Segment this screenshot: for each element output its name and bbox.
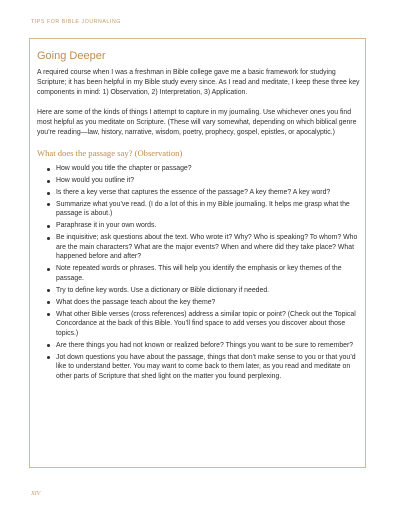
list-item: Is there a key verse that captures the essence of the passage? A key theme? A key word? [45,188,360,198]
list-item: Try to define key words. Use a dictionary or Bible dictionary if needed. [45,286,360,296]
guidance-paragraph: Here are some of the kinds of things I attempt to capture in my journaling. Use whichever ones you find most helpful as you meditate on Scripture. (These will vary somewhat, depending on which biblical genre you’re reading—law, history, narrative, wisdom, poetry, prophecy, gospel, epistles, or apocalyptic.) [37,108,357,137]
running-head: TIPS FOR BIBLE JOURNALING [31,19,121,25]
list-item: Summarize what you’ve read. (I do a lot of this in my Bible journaling. It helps me grasp what the passage is about.) [45,200,360,219]
list-item: What other Bible verses (cross references) address a similar topic or point? (Check out the Topical Concordance at the back of this Bible. You’ll find space to add verses you discover about those topics.) [45,310,360,339]
observation-subheading: What does the passage say? (Observation) [37,148,183,159]
list-item: Note repeated words or phrases. This will help you identify the emphasis or key themes of the passage. [45,264,360,283]
list-item: Paraphrase it in your own words. [45,221,360,231]
main-content [37,50,360,384]
intro-paragraph: A required course when I was a freshman in Bible college gave me a basic framework for studying Scripture; it has been helpful in my Bible study every since. As I read and meditate, I keep these three key components in mind: 1) Observation, 2) Interpretation, 3) Application. [37,69,360,97]
list-item: What does the passage teach about the key theme? [45,298,360,308]
list-item: How would you title the chapter or passage? [45,164,360,174]
observation-list [37,164,360,381]
page-number: XIV [31,491,41,497]
list-item: Are there things you had not known or realized before? Things you want to be sure to remember? [45,341,360,351]
section-heading: Going Deeper [37,50,106,62]
list-item: Be inquisitive; ask questions about the text. Who wrote it? Why? Who is speaking? To whom? Who are the main characters? What are the major events? When and where did they take place? What happened before and after? [45,233,360,262]
list-item: How would you outline it? [45,176,360,186]
list-item: Jot down questions you have about the passage, things that don’t make sense to you or that you’d like to understand better. You may want to come back to them later, as you read and meditate on other parts of Scripture that shed light on the matter you found perplexing. [45,353,360,382]
